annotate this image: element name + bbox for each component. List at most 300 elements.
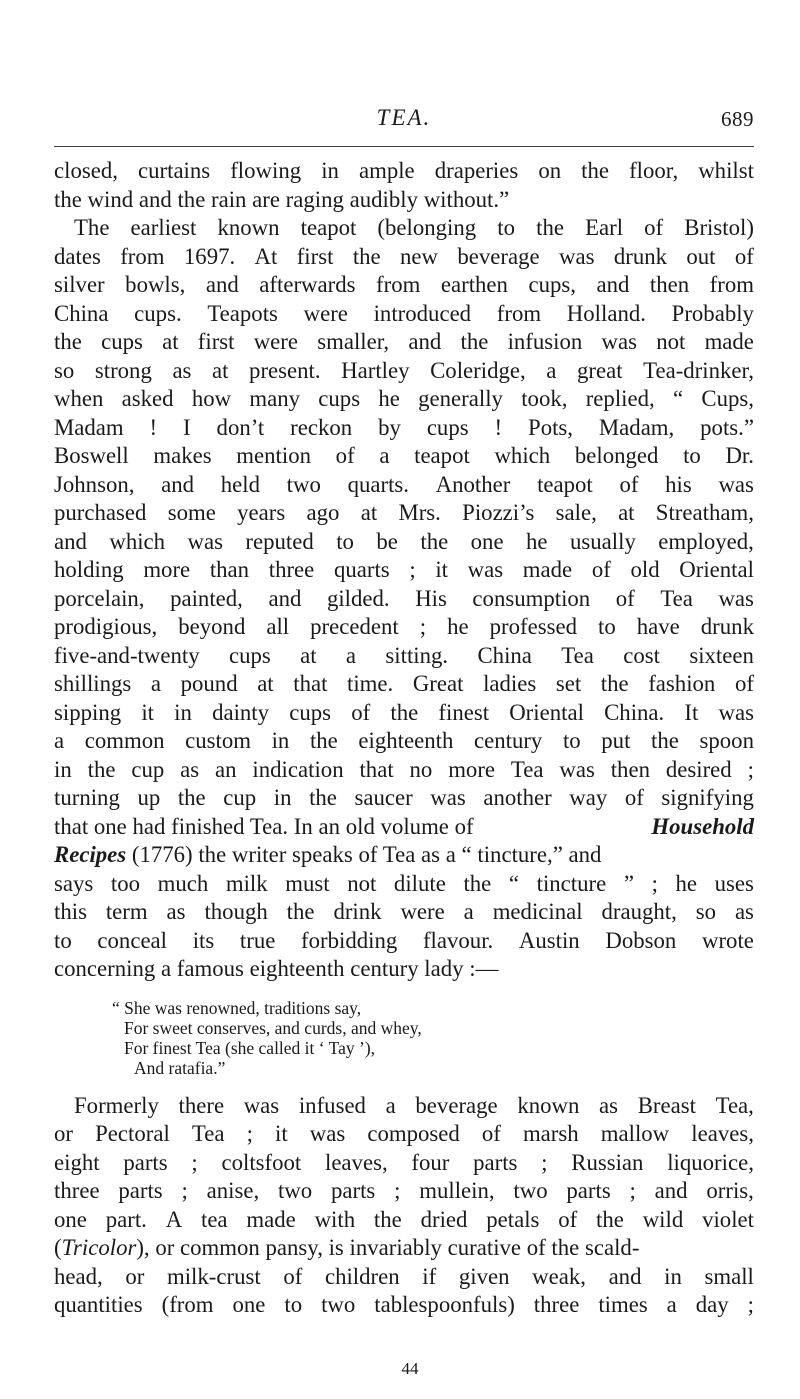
word: of: [558, 1206, 578, 1232]
word: and: [54, 528, 87, 554]
word: strong: [94, 357, 152, 383]
word: Tea: [561, 642, 594, 668]
word: times: [598, 1292, 648, 1317]
word: four: [411, 1149, 450, 1175]
word: the: [373, 1206, 402, 1232]
word: ;: [747, 1292, 754, 1317]
word: I: [183, 414, 191, 440]
word: present.: [249, 357, 321, 383]
word: spoon: [699, 728, 754, 753]
word: porcelain,: [54, 585, 145, 611]
word: Oriental: [679, 557, 754, 582]
word: parts: [330, 1178, 376, 1203]
word: cost: [623, 642, 660, 668]
text-fragment: ), or common pansy, is invariably curative of the scald-: [136, 1235, 640, 1260]
word: wrote: [702, 927, 754, 953]
verse-line: For finest Tea (she called it ‘ Tay ’),: [124, 1037, 376, 1058]
word: was: [309, 1121, 346, 1146]
word: the: [596, 1206, 624, 1232]
word: teapot: [414, 443, 470, 468]
word: (from: [161, 1292, 214, 1317]
text-line-with-title: [54, 841, 754, 870]
word: its: [192, 927, 215, 953]
word: dilute: [393, 870, 446, 896]
word: was: [187, 528, 223, 554]
word: in: [273, 785, 292, 810]
word: he: [675, 870, 698, 896]
word: was: [718, 699, 754, 725]
text-line: [54, 927, 754, 956]
word: quantities: [54, 1292, 143, 1317]
word: replied,: [585, 386, 655, 411]
word: took,: [521, 386, 568, 411]
word: finest: [438, 699, 490, 725]
word: infused: [298, 1092, 366, 1118]
word: out: [686, 243, 716, 269]
word: China: [477, 642, 532, 668]
body-text: [54, 157, 754, 1320]
word: it: [435, 557, 448, 582]
word: (belonging: [377, 215, 477, 240]
word: pound: [180, 671, 238, 696]
text-line: [54, 613, 754, 642]
word: drunk: [700, 614, 754, 639]
word: Pectoral: [95, 1121, 170, 1146]
word: to: [284, 1292, 303, 1317]
word: have: [636, 614, 680, 639]
word: another: [483, 785, 552, 810]
word: his: [665, 471, 692, 497]
word: a: [54, 728, 65, 753]
header-rule: [54, 146, 754, 147]
word: in: [321, 158, 339, 183]
word: employed,: [658, 528, 754, 554]
page-number: 689: [721, 107, 754, 131]
word: new: [400, 243, 439, 269]
word: ;: [629, 1178, 636, 1203]
word: and: [654, 1178, 688, 1203]
word: true: [239, 927, 276, 953]
word: which: [494, 443, 551, 468]
word: dates: [54, 243, 101, 269]
text-line: [54, 1177, 754, 1206]
word: Streatham,: [655, 500, 754, 525]
word: Tea,: [715, 1092, 754, 1118]
word: “: [672, 386, 684, 411]
word: no: [409, 756, 433, 782]
word: gilded.: [326, 585, 390, 611]
text-fragment: that one had finished Tea. In an old volume of: [54, 813, 480, 839]
word: Coleridge,: [430, 357, 526, 383]
text-line: [54, 328, 754, 357]
word: cups: [426, 414, 469, 440]
word: Oriental: [509, 699, 584, 725]
text-line: [54, 528, 754, 557]
word: smaller,: [317, 329, 390, 354]
word: cups: [228, 642, 271, 668]
word: of: [615, 585, 635, 611]
word: orris,: [706, 1178, 754, 1203]
word: says: [54, 870, 94, 896]
word: set: [555, 671, 582, 696]
word: Mrs.: [398, 500, 441, 525]
word: cups: [101, 329, 143, 354]
word: was: [559, 243, 595, 269]
word: belonged: [574, 443, 659, 468]
word: were: [303, 300, 348, 326]
word: China: [54, 300, 109, 326]
paragraph-teapots: [54, 214, 754, 984]
word: as: [734, 899, 754, 924]
word: custom: [185, 728, 251, 753]
word: ”: [623, 870, 634, 896]
word: at: [162, 329, 179, 354]
word: century: [473, 728, 543, 753]
word: up: [137, 785, 161, 810]
word: the: [177, 785, 206, 810]
text-line: [54, 1263, 754, 1292]
word: Teapots: [207, 300, 278, 326]
word: it: [275, 1121, 288, 1146]
word: and: [268, 585, 302, 611]
word: anise,: [206, 1178, 260, 1203]
word: mallow: [600, 1121, 670, 1146]
word: head,: [54, 1263, 103, 1289]
word: this: [54, 899, 87, 924]
word: coltsfoot: [221, 1149, 302, 1175]
word: a: [463, 899, 474, 924]
word: eighteenth: [358, 728, 454, 753]
book-title-recipes: Recipes: [54, 842, 127, 867]
word: as: [599, 1092, 619, 1118]
word: cup: [131, 756, 165, 782]
word: The: [74, 215, 110, 240]
word: the: [536, 215, 564, 240]
word: Tea-drinker,: [643, 357, 754, 383]
text-line: the wind and the rain are raging audibly without.”: [54, 186, 510, 212]
text-line: [54, 157, 754, 186]
word: three: [54, 1178, 100, 1203]
word: silver: [54, 272, 105, 297]
word: Earl: [585, 215, 624, 240]
text-line: [54, 585, 754, 614]
word: usually: [569, 528, 636, 554]
word: was: [559, 756, 595, 782]
word: was: [718, 585, 754, 611]
verse-quotation: [112, 998, 754, 1078]
text-line: [54, 300, 754, 329]
word: Tea: [191, 1121, 225, 1146]
word: one: [470, 528, 504, 554]
word: five-and-twenty: [54, 642, 200, 668]
word: how: [191, 386, 232, 411]
word: as: [180, 756, 200, 782]
word: of: [283, 1263, 303, 1289]
word: milk-crust: [166, 1263, 261, 1289]
word: at: [618, 500, 635, 525]
paragraph-breast-tea: [54, 1092, 754, 1320]
word: and: [205, 272, 239, 297]
word: in: [664, 1263, 682, 1289]
running-head-title: TEA.: [376, 105, 432, 130]
word: he: [378, 386, 400, 411]
word: conceal: [97, 927, 168, 953]
word: of: [624, 785, 644, 810]
text-line: [54, 898, 754, 927]
text-line: [54, 727, 754, 756]
word: one: [54, 1206, 87, 1232]
word: makes: [153, 443, 212, 468]
word: quarts.: [347, 471, 409, 497]
word: parts: [473, 1149, 518, 1175]
text-line: [54, 1149, 754, 1178]
word: one: [232, 1292, 266, 1317]
word: the: [651, 728, 679, 753]
word: forbidding: [301, 927, 398, 953]
word: of: [351, 699, 371, 725]
text-line: [54, 271, 754, 300]
word: known: [517, 1092, 580, 1118]
text-line: [54, 756, 754, 785]
word: ;: [541, 1149, 548, 1175]
word: Madam: [54, 414, 124, 440]
word: indication: [252, 756, 344, 782]
word: afterwards: [259, 272, 356, 297]
text-line: [54, 670, 754, 699]
word: ;: [409, 557, 416, 582]
word: parts: [123, 1149, 168, 1175]
running-head: [54, 105, 754, 137]
word: at: [212, 357, 229, 383]
word: part.: [105, 1206, 147, 1232]
word: from: [496, 300, 542, 326]
word: as: [172, 357, 192, 383]
word: made: [522, 557, 573, 582]
word: a: [546, 357, 557, 383]
word: the: [286, 899, 315, 924]
word: Boswell: [54, 443, 129, 468]
word: Johnson,: [54, 471, 135, 497]
word: the: [420, 528, 449, 554]
word: drink: [333, 899, 382, 924]
word: and: [161, 471, 195, 497]
word: cups,: [528, 272, 576, 297]
word: Bristol): [684, 215, 754, 240]
word: at: [257, 671, 274, 696]
word: don’t: [216, 414, 265, 440]
word: to: [54, 927, 72, 953]
text-line: concerning a famous eighteenth century lady :—: [54, 956, 499, 981]
word: a: [666, 1292, 677, 1317]
word: Madam,: [598, 414, 675, 440]
word: professed: [489, 614, 577, 639]
word: children: [324, 1263, 400, 1289]
word: medicinal: [492, 899, 583, 924]
word: fashion: [648, 671, 716, 696]
word: Hartley: [341, 357, 410, 383]
word: ample: [358, 158, 415, 183]
word: to: [336, 528, 354, 554]
word: be: [376, 528, 398, 554]
signature-mark: 44: [401, 1359, 419, 1378]
word: with: [314, 1206, 356, 1232]
word: though: [204, 899, 268, 924]
word: the: [390, 699, 419, 725]
word: mention: [236, 443, 312, 468]
word: composed: [367, 1121, 460, 1146]
word: three: [268, 557, 315, 582]
word: earliest: [130, 215, 197, 240]
word: the: [309, 785, 337, 810]
text-line: [54, 642, 754, 671]
word: Another: [435, 471, 511, 497]
word: from: [709, 272, 754, 297]
word: not: [656, 329, 686, 354]
word: was: [430, 785, 466, 810]
word: he: [526, 528, 548, 554]
word: generally: [418, 386, 503, 411]
word: the: [581, 158, 610, 183]
word: infusion: [507, 329, 583, 354]
word: from: [120, 243, 165, 269]
word: cups: [318, 386, 361, 411]
word: sale,: [555, 500, 597, 525]
word: all: [266, 614, 290, 639]
word: cup: [223, 785, 257, 810]
text-line: [54, 870, 754, 899]
word: a: [345, 642, 357, 668]
word: more: [448, 756, 496, 782]
word: two: [321, 1292, 356, 1317]
word: quarts: [333, 557, 390, 582]
text-line: [54, 1206, 754, 1235]
word: the: [460, 329, 489, 354]
word: pots.”: [700, 414, 754, 440]
word: of: [644, 215, 664, 240]
word: and: [408, 329, 442, 354]
word: made: [704, 329, 754, 354]
word: flavour.: [422, 927, 494, 953]
word: signifying: [661, 785, 754, 810]
word: many: [249, 386, 301, 411]
word: the: [87, 756, 116, 782]
word: a: [385, 1092, 396, 1118]
word: way: [569, 785, 608, 810]
word: if: [422, 1263, 437, 1289]
word: Great: [412, 671, 464, 696]
word: beyond: [178, 614, 246, 639]
word: were: [400, 899, 445, 924]
word: three: [533, 1292, 580, 1317]
word: small: [704, 1263, 754, 1289]
word: so: [54, 357, 75, 383]
word: great: [576, 357, 623, 383]
word: was: [718, 471, 754, 497]
word: ;: [747, 756, 754, 782]
word: of: [734, 671, 754, 696]
word: !: [494, 414, 503, 440]
word: parts: [118, 1178, 163, 1203]
word: At: [254, 243, 278, 269]
word: bowls,: [125, 272, 186, 297]
word: as: [166, 899, 186, 924]
word: Cups,: [701, 386, 754, 411]
word: beverage: [457, 243, 540, 269]
word: and: [596, 272, 630, 297]
word: ;: [419, 614, 427, 639]
word: mullein,: [419, 1178, 495, 1203]
word: known: [217, 215, 280, 240]
word: two: [277, 1178, 313, 1203]
text-fragment: (: [54, 1235, 62, 1260]
word: then: [610, 756, 650, 782]
word: too: [110, 870, 140, 896]
word: precedent: [310, 614, 399, 639]
word: term: [105, 899, 148, 924]
text-line: [54, 556, 754, 585]
word: milk: [225, 870, 268, 896]
word: reputed: [245, 528, 314, 554]
word: much: [157, 870, 209, 896]
word: wild: [642, 1206, 684, 1232]
word: or: [54, 1121, 73, 1146]
word: whilst: [698, 158, 754, 183]
word: !: [149, 414, 158, 440]
word: desired: [665, 756, 732, 782]
word: to: [562, 728, 581, 753]
word: was: [243, 1092, 280, 1118]
word: Probably: [671, 300, 754, 326]
word: in: [271, 728, 290, 753]
word: which: [109, 528, 166, 554]
word: drunk: [613, 243, 668, 269]
word: ago: [306, 500, 340, 525]
word: and: [608, 1263, 642, 1289]
text-line: [54, 357, 754, 386]
word: made: [246, 1206, 296, 1232]
book-title-household: Household: [651, 813, 754, 839]
word: in: [54, 756, 72, 782]
word: not: [347, 870, 377, 896]
word: or: [125, 1263, 145, 1289]
word: purchased: [54, 500, 147, 525]
word: of: [591, 557, 611, 582]
word: teapot: [537, 471, 593, 497]
word: some: [167, 500, 216, 525]
word: than: [209, 557, 250, 582]
word: of: [481, 1121, 501, 1146]
word: Austin: [518, 927, 580, 953]
verse-line: And ratafia.”: [134, 1057, 226, 1078]
text-line: [54, 385, 754, 414]
word: Piozzi’s: [462, 500, 535, 525]
word: ;: [191, 1149, 198, 1175]
word: it: [141, 699, 154, 725]
word: was: [601, 329, 637, 354]
text-line: [54, 699, 754, 728]
word: time.: [347, 671, 394, 696]
text-line: [54, 499, 754, 528]
word: closed,: [54, 158, 118, 183]
word: the: [54, 329, 82, 354]
word: so: [695, 899, 717, 924]
word: sixteen: [689, 642, 754, 668]
word: petals: [486, 1206, 540, 1232]
word: were: [253, 329, 299, 354]
word: a: [150, 671, 161, 696]
word: Dobson: [605, 927, 677, 953]
word: at: [360, 500, 378, 525]
